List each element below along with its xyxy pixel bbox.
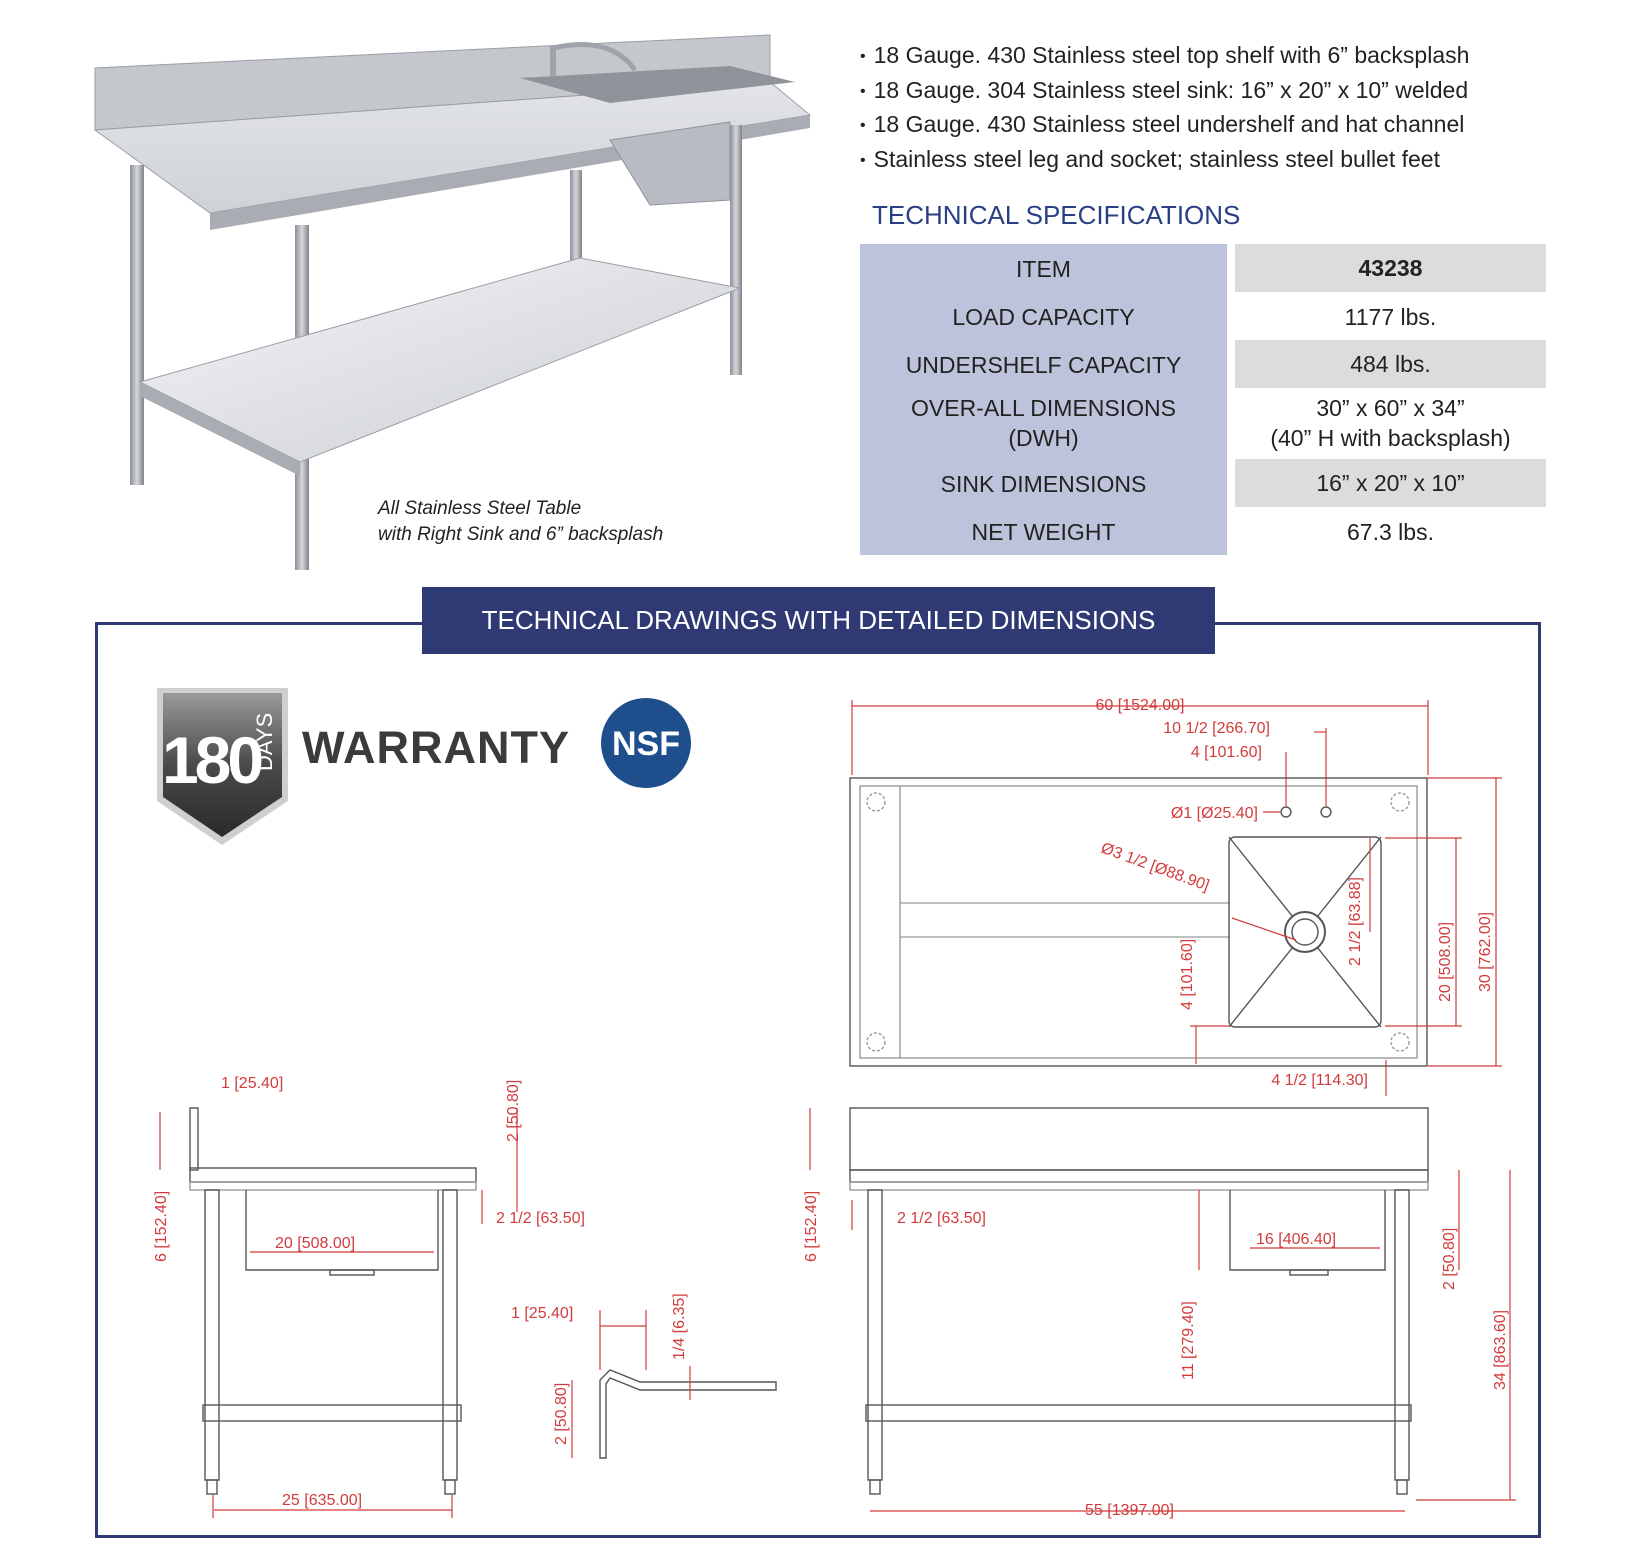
- spec-label: ITEM: [1016, 256, 1071, 282]
- spec-label: UNDERSHELF CAPACITY: [905, 352, 1182, 378]
- dim-label: 1/4 [6.35]: [671, 1293, 688, 1360]
- spec-label-sub: (DWH): [1008, 425, 1079, 451]
- caption-line: All Stainless Steel Table: [378, 498, 582, 519]
- dim-label: 4 [101.60]: [1190, 744, 1262, 761]
- spec-value: 1177 lbs.: [1344, 304, 1437, 330]
- dim-label: 2 [50.80]: [505, 1079, 522, 1142]
- dim-label: 2 1/2 [63.88]: [1347, 877, 1364, 966]
- dim-label: 2 1/2 [63.50]: [897, 1210, 986, 1227]
- dim-label: 1 [25.40]: [221, 1075, 284, 1092]
- dim-label: 4 1/2 [114.30]: [1271, 1072, 1368, 1089]
- dim-label: 25 [635.00]: [282, 1492, 363, 1509]
- spec-title: TECHNICAL SPECIFICATIONS: [872, 200, 1241, 230]
- spec-label: NET WEIGHT: [971, 519, 1116, 545]
- dim-label: 60 [1524.00]: [1095, 697, 1185, 714]
- dim-label: 16 [406.40]: [1256, 1231, 1337, 1248]
- nsf-text: NSF: [612, 725, 680, 763]
- dim-label: 4 [101.60]: [1179, 938, 1196, 1010]
- spec-value: 43238: [1235, 244, 1546, 292]
- dim-label: Ø3 1/2 [Ø88.90]: [1098, 839, 1212, 895]
- feature-item: • 18 Gauge. 430 Stainless steel top shelf with 6” backsplash: [860, 40, 1620, 75]
- warranty-number: 180: [161, 723, 261, 797]
- spec-label: SINK DIMENSIONS: [940, 471, 1147, 497]
- feature-item: • Stainless steel leg and socket; stainless steel bullet feet: [860, 144, 1620, 179]
- dim-label: 2 1/2 [63.50]: [496, 1210, 585, 1227]
- dim-label: 34 [863.60]: [1492, 1309, 1509, 1390]
- drawings-banner: TECHNICAL DRAWINGS WITH DETAILED DIMENSIONS: [422, 587, 1215, 654]
- dim-label: 20 [508.00]: [275, 1235, 356, 1252]
- spec-value: 484 lbs.: [1235, 340, 1546, 388]
- spec-value: 30” x 60” x 34”: [1316, 395, 1465, 421]
- dim-label: 6 [152.40]: [803, 1190, 820, 1262]
- feature-item: • 18 Gauge. 430 Stainless steel undershelf and hat channel: [860, 109, 1620, 144]
- feature-item: • 18 Gauge. 304 Stainless steel sink: 16” x 20” x 10” welded: [860, 75, 1620, 110]
- dim-label: 2 [50.80]: [1441, 1227, 1458, 1290]
- spec-value: 16” x 20” x 10”: [1235, 459, 1546, 507]
- dim-label: 11 [279.40]: [1180, 1301, 1197, 1380]
- spec-value: 67.3 lbs.: [1347, 519, 1434, 545]
- warranty-label: WARRANTY: [302, 722, 570, 773]
- dim-label: Ø1 [Ø25.40]: [1170, 805, 1258, 822]
- warranty-unit: DAYS: [252, 712, 277, 771]
- dim-label: 30 [762.00]: [1477, 911, 1494, 992]
- top-view-outline: [850, 778, 1427, 1066]
- spec-label: OVER-ALL DIMENSIONS: [911, 395, 1176, 421]
- dim-label: 2 [50.80]: [553, 1382, 570, 1445]
- spec-value-sub: (40” H with backsplash): [1270, 425, 1511, 451]
- dim-label: 55 [1397.00]: [1085, 1502, 1174, 1519]
- dim-label: 6 [152.40]: [153, 1190, 170, 1262]
- spec-label: LOAD CAPACITY: [952, 304, 1135, 330]
- dim-label: 1 [25.40]: [511, 1305, 574, 1322]
- caption-line: with Right Sink and 6” backsplash: [378, 524, 664, 545]
- dim-label: 20 [508.00]: [1437, 921, 1454, 1002]
- dim-label: 10 1/2 [266.70]: [1163, 720, 1270, 737]
